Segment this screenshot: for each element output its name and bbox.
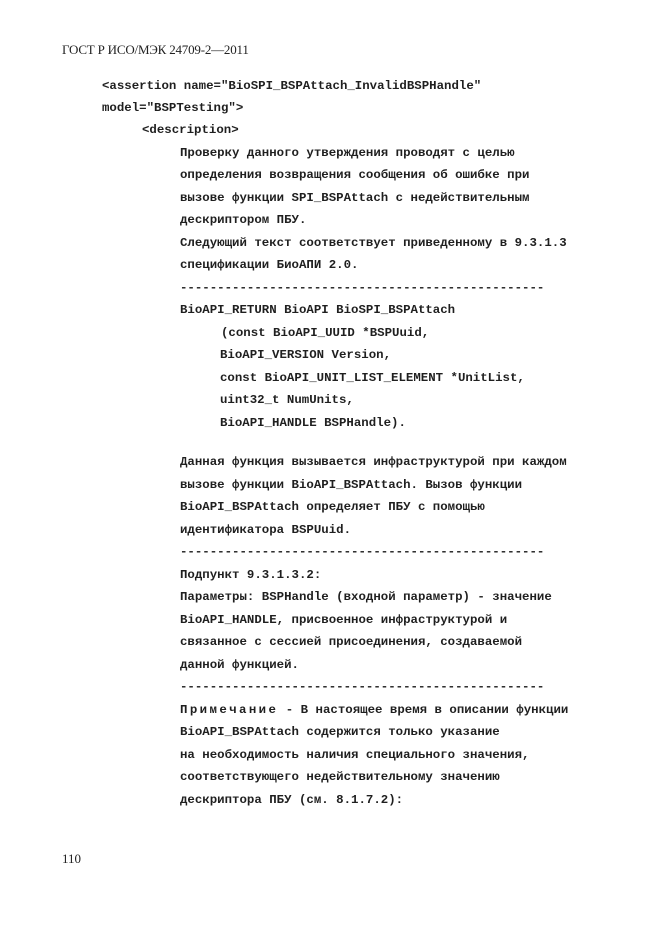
note-line: соответствующего недействительному значению — [180, 770, 500, 784]
intro-line: Проверку данного утверждения проводят с целью — [180, 146, 515, 160]
intro-line: дескриптором ПБУ. — [180, 213, 307, 227]
function-description-line: идентификатора BSPUuid. — [180, 523, 352, 537]
document-header: ГОСТ Р ИСО/МЭК 24709-2—2011 — [62, 42, 249, 57]
subclause-line: Подпункт 9.3.1.3.2: — [180, 568, 322, 582]
separator-line: ------------------------------------------------- — [180, 680, 545, 694]
separator-line: ------------------------------------------------- — [180, 281, 545, 295]
intro-line: спецификации БиоАПИ 2.0. — [180, 258, 359, 272]
note-line: BioAPI_BSPAttach содержится только указание — [180, 725, 500, 739]
note-label: Примечание — [180, 703, 279, 717]
subclause-line: данной функцией. — [180, 658, 299, 672]
assertion-open-line-1: <assertion name="BioSPI_BSPAttach_InvalidBSPHandle" — [102, 79, 482, 93]
separator-line: ------------------------------------------------- — [180, 545, 545, 559]
intro-line: вызове функции SPI_BSPAttach с недействительным — [180, 191, 530, 205]
intro-line: определения возвращения сообщения об ошибке при — [180, 168, 530, 182]
signature-param: BioAPI_VERSION Version, — [220, 348, 392, 362]
subclause-line: связанное с сессией присоединения, создаваемой — [180, 635, 523, 649]
function-description-line: Данная функция вызывается инфраструктурой при каждом — [180, 455, 567, 469]
description-open-tag: <description> — [142, 123, 239, 137]
note-first-line-text: - В настоящее время в описании функции — [278, 703, 569, 717]
signature-param: BioAPI_HANDLE BSPHandle). — [220, 416, 406, 430]
subclause-line: BioAPI_HANDLE, присвоенное инфраструктурой и — [180, 613, 508, 627]
note-first-line — [180, 702, 568, 718]
assertion-open-line-2: model="BSPTesting"> — [102, 101, 244, 115]
page-number: 110 — [62, 851, 82, 866]
note-line: на необходимость наличия специального значения, — [180, 748, 530, 762]
signature-param: const BioAPI_UNIT_LIST_ELEMENT *UnitList, — [220, 371, 525, 385]
signature-head: BioAPI_RETURN BioAPI BioSPI_BSPAttach — [180, 303, 456, 317]
intro-line: Следующий текст соответствует приведенному в 9.3.1.3 — [180, 236, 567, 250]
function-description-line: BioAPI_BSPAttach определяет ПБУ с помощью — [180, 500, 485, 514]
subclause-line: Параметры: BSPHandle (входной параметр) - значение — [180, 590, 552, 604]
function-description-line: вызове функции BioAPI_BSPAttach. Вызов функции — [180, 478, 523, 492]
signature-param: uint32_t NumUnits, — [220, 393, 354, 407]
signature-param: (const BioAPI_UUID *BSPUuid, — [221, 326, 430, 340]
note-line: дескриптора ПБУ (см. 8.1.7.2): — [180, 793, 404, 807]
